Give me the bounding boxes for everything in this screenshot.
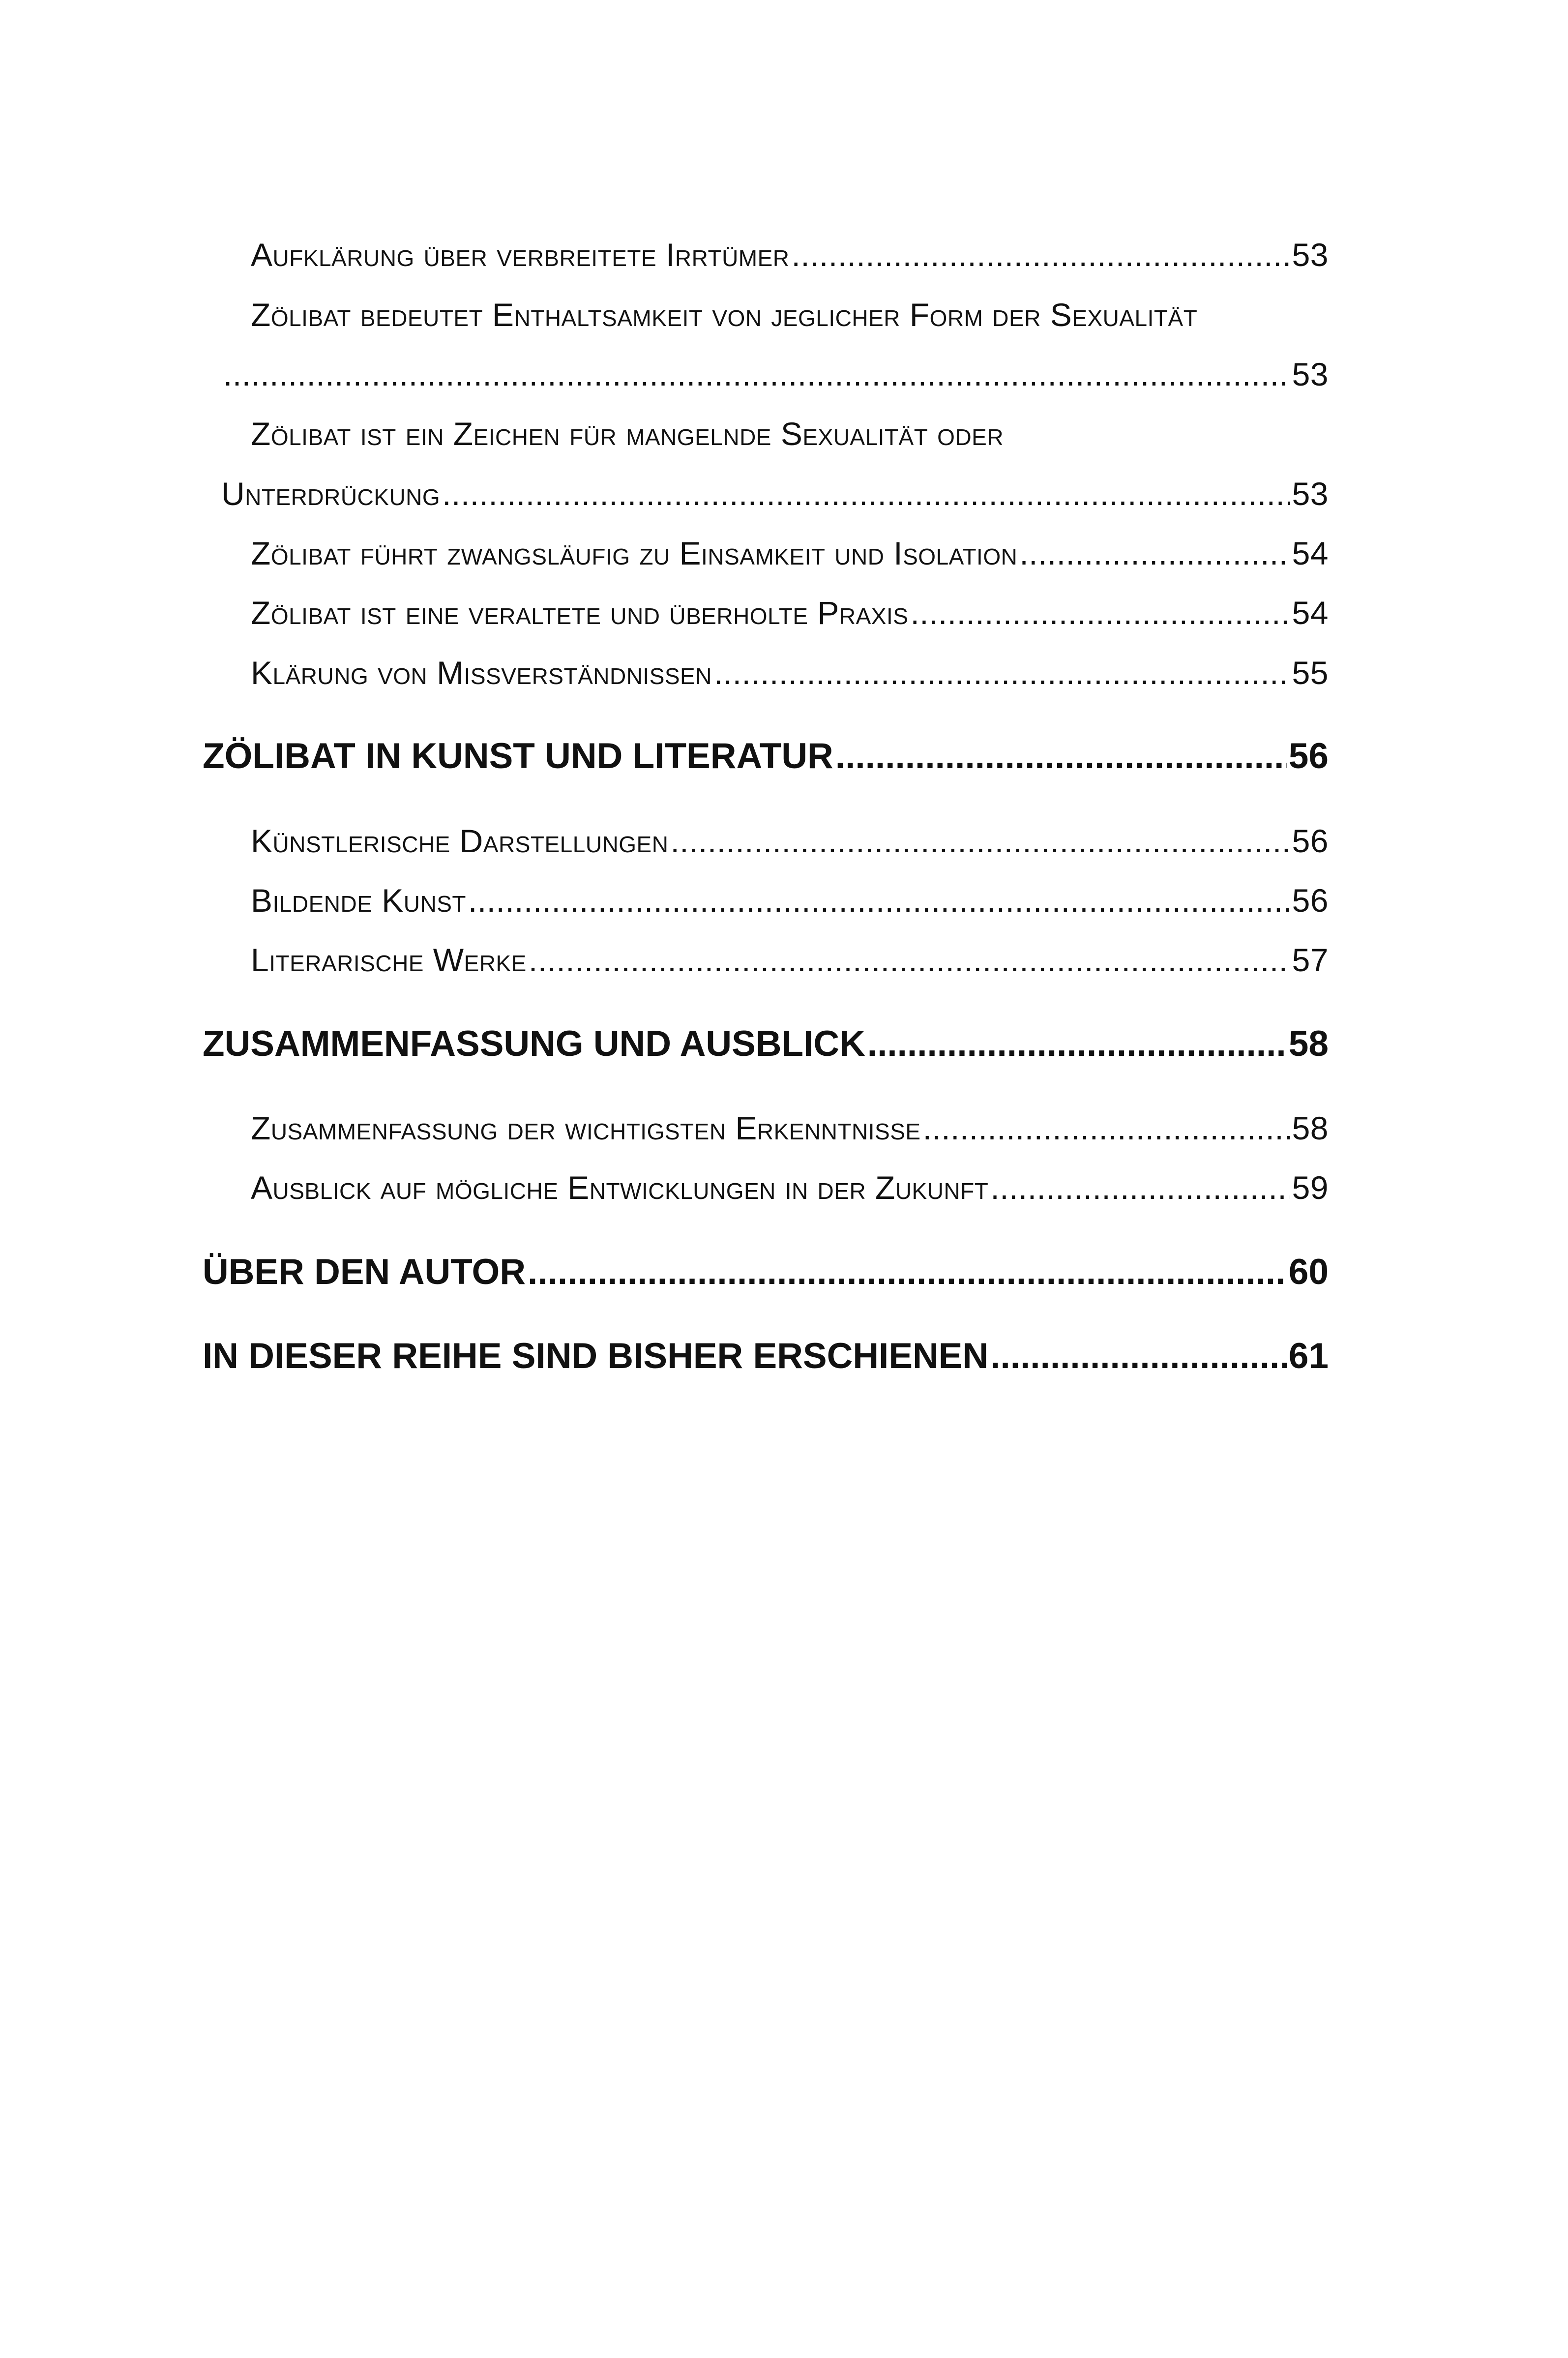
toc-chapter-kunst-literatur[interactable] [203, 736, 1329, 776]
toc-entry-kuenstlerische-darstellungen[interactable] [251, 822, 1329, 860]
toc-chapter-title: ÜBER DEN AUTOR [203, 1252, 526, 1292]
toc-entry-einsamkeit[interactable] [251, 535, 1329, 572]
toc-entry-aufklaerung[interactable] [251, 236, 1329, 273]
toc-page-number: 56 [1292, 823, 1329, 859]
toc-page-number: 56 [1288, 736, 1329, 776]
toc-page-number: 55 [1292, 655, 1329, 691]
toc-page-number: 54 [1292, 535, 1329, 571]
toc-chapter-autor[interactable] [203, 1252, 1329, 1292]
toc-entry-title: Zusammenfassung der wichtigsten Erkenntnisse [251, 1110, 921, 1146]
toc-entry-title: Literarische Werke [251, 942, 527, 978]
toc-entry-missverstaendnisse[interactable] [251, 654, 1329, 691]
toc-page-number: 53 [1292, 237, 1329, 273]
toc-entry-title: Künstlerische Darstellungen [251, 823, 669, 859]
toc-leader-dots [528, 1252, 1287, 1292]
toc-leader-dots [923, 1109, 1290, 1147]
toc-entry-title: Klärung von Missverständnissen [251, 655, 712, 691]
toc-entry-title: Aufklärung über verbreitete Irrtümer [251, 237, 790, 273]
toc-chapter-title: IN DIESER REIHE SIND BISHER ERSCHIENEN [203, 1336, 989, 1376]
toc-leader-dots [529, 941, 1290, 979]
toc-leader-dots [792, 236, 1290, 273]
toc-leader-dots [442, 475, 1290, 512]
toc-page-number: 56 [1292, 882, 1329, 919]
toc-page-number: 54 [1292, 595, 1329, 631]
toc-leader-dots [910, 594, 1290, 631]
toc-page-number: 58 [1292, 1110, 1329, 1146]
toc-page-number: 53 [1292, 356, 1329, 392]
toc-entry-literarische-werke[interactable] [251, 941, 1329, 979]
toc-leader-dots [223, 356, 1290, 393]
toc-entry-erkenntnisse[interactable] [251, 1109, 1329, 1147]
toc-chapter-reihe[interactable] [203, 1336, 1329, 1376]
toc-chapter-zusammenfassung[interactable] [203, 1023, 1329, 1064]
toc-entry-title: Ausblick auf mögliche Entwicklungen in der Zukunft [251, 1169, 989, 1206]
toc-entry-unterdrueckung-title[interactable]: Zölibat ist ein Zeichen für mangelnde Sexualität oder [251, 416, 1004, 452]
toc-page-number: 57 [1292, 942, 1329, 978]
toc-entry-title: Zölibat ist eine veraltete und überholte Praxis [251, 595, 909, 631]
toc-leader-dots [990, 1169, 1290, 1206]
toc-leader-dots [714, 654, 1290, 691]
toc-entry-bildende-kunst[interactable] [251, 882, 1329, 919]
toc-leader-dots [867, 1023, 1287, 1064]
toc-entry-unterdrueckung[interactable] [221, 475, 1329, 512]
toc-leader-dots [835, 736, 1287, 776]
toc-entry-title-continued: Unterdrückung [221, 476, 441, 512]
toc-entry-enthaltsamkeit-title[interactable]: Zölibat bedeutet Enthaltsamkeit von jeglicher Form der Sexualität [251, 297, 1198, 333]
toc-chapter-title: ZUSAMMENFASSUNG UND AUSBLICK [203, 1024, 865, 1064]
toc-leader-dots [670, 822, 1290, 860]
toc-leader-dots [1019, 535, 1290, 572]
toc-entry-veraltete-praxis[interactable] [251, 594, 1329, 631]
toc-entry-enthaltsamkeit[interactable] [221, 356, 1329, 393]
toc-page-number: 60 [1288, 1252, 1329, 1292]
toc-leader-dots [990, 1336, 1287, 1376]
toc-leader-dots [468, 882, 1290, 919]
toc-page-number: 59 [1292, 1169, 1329, 1206]
toc-page-number: 61 [1288, 1336, 1329, 1376]
toc-entry-title: Zölibat führt zwangsläufig zu Einsamkeit und Isolation [251, 535, 1018, 571]
toc-page-number: 53 [1292, 476, 1329, 512]
toc-page-number: 58 [1288, 1024, 1329, 1064]
toc-entry-ausblick[interactable] [251, 1169, 1329, 1206]
toc-chapter-title: ZÖLIBAT IN KUNST UND LITERATUR [203, 736, 833, 776]
toc-entry-title: Bildende Kunst [251, 882, 466, 919]
